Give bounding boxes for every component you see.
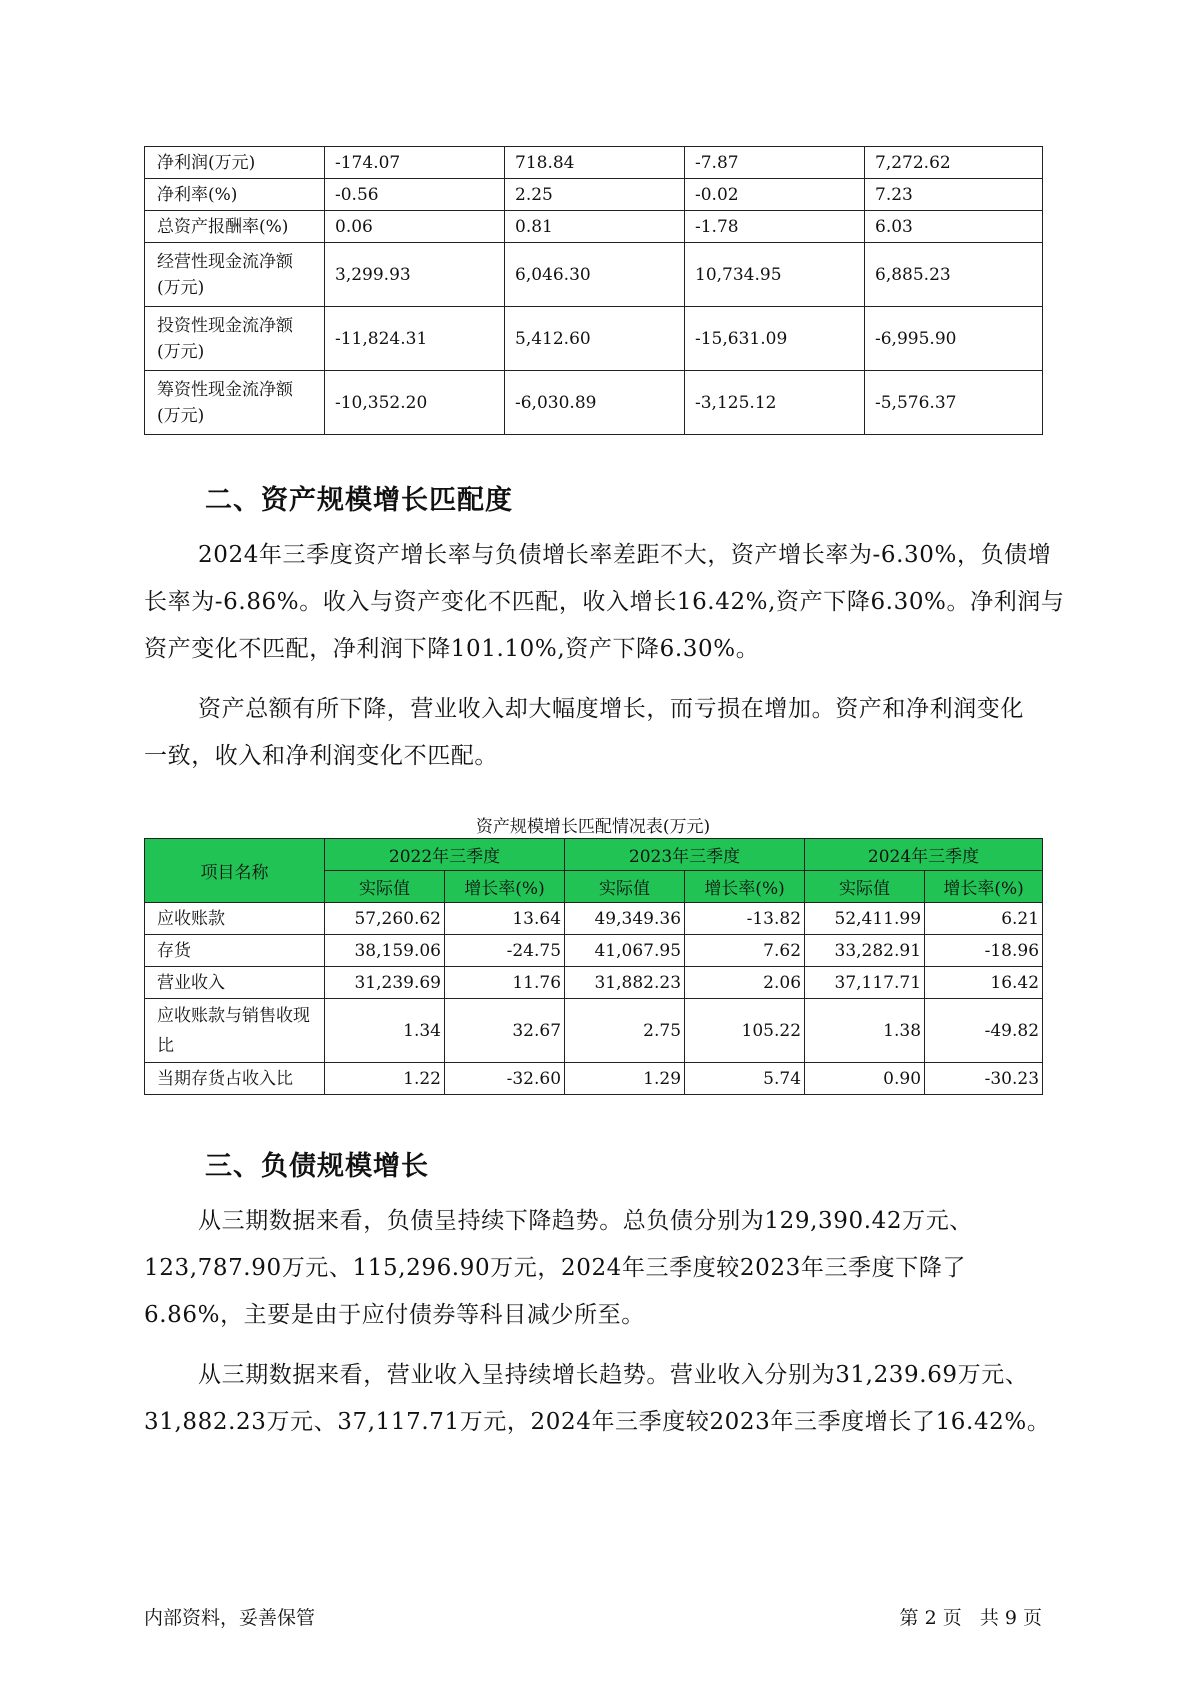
cell-value: 6.03 (865, 211, 1043, 243)
table-row (145, 903, 1043, 935)
cell-value: 1.38 (805, 999, 925, 1063)
cell-value: 718.84 (505, 147, 685, 179)
cell-value: 6.21 (925, 903, 1043, 935)
cell-value: 7,272.62 (865, 147, 1043, 179)
header-growth: 增长率(%) (685, 871, 805, 903)
row-label: 应收账款与销售收现比 (145, 999, 325, 1063)
cell-value: 31,239.69 (325, 967, 445, 999)
row-label: 筹资性现金流净额(万元) (145, 371, 325, 435)
financial-indicators-table (144, 146, 1043, 435)
cell-value: 1.34 (325, 999, 445, 1063)
cell-value: -13.82 (685, 903, 805, 935)
cell-value: -49.82 (925, 999, 1043, 1063)
cell-value: 105.22 (685, 999, 805, 1063)
paragraph: 资产总额有所下降，营业收入却大幅度增长，而亏损在增加。资产和净利润变化一致，收入和净利润变化不匹配。 (144, 696, 1024, 769)
cell-value: 7.62 (685, 935, 805, 967)
cell-value: -174.07 (325, 147, 505, 179)
header-growth: 增长率(%) (925, 871, 1043, 903)
asset-growth-match-table (144, 838, 1043, 1095)
cell-value: 31,882.23 (565, 967, 685, 999)
table-row (145, 179, 1043, 211)
table-row (145, 371, 1043, 435)
cell-value: 37,117.71 (805, 967, 925, 999)
cell-value: 32.67 (445, 999, 565, 1063)
cell-value: 52,411.99 (805, 903, 925, 935)
header-period: 2022年三季度 (325, 839, 565, 871)
cell-value: 2.25 (505, 179, 685, 211)
row-label: 经营性现金流净额(万元) (145, 243, 325, 307)
cell-value: 1.29 (565, 1063, 685, 1095)
row-label: 存货 (145, 935, 325, 967)
table-row (145, 967, 1043, 999)
table-row (145, 999, 1043, 1063)
row-label: 当期存货占收入比 (145, 1063, 325, 1095)
cell-value: 6,046.30 (505, 243, 685, 307)
cell-value: 11.76 (445, 967, 565, 999)
cell-value: 16.42 (925, 967, 1043, 999)
cell-value: 5.74 (685, 1063, 805, 1095)
cell-value: -3,125.12 (685, 371, 865, 435)
paragraph: 从三期数据来看，营业收入呈持续增长趋势。营业收入分别为31,239.69万元、31,882.23万元、37,117.71万元，2024年三季度较2023年三季度增长了16.42%。 (144, 1362, 1051, 1435)
cell-value: -5,576.37 (865, 371, 1043, 435)
row-label: 投资性现金流净额(万元) (145, 307, 325, 371)
header-actual: 实际值 (565, 871, 685, 903)
table-row (145, 307, 1043, 371)
cell-value: 0.90 (805, 1063, 925, 1095)
header-item-name: 项目名称 (145, 839, 325, 903)
footer-confidential-note: 内部资料，妥善保管 (144, 1607, 316, 1629)
cell-value: 38,159.06 (325, 935, 445, 967)
cell-value: -0.56 (325, 179, 505, 211)
cell-value: -24.75 (445, 935, 565, 967)
cell-value: -15,631.09 (685, 307, 865, 371)
cell-value: 0.06 (325, 211, 505, 243)
paragraph: 2024年三季度资产增长率与负债增长率差距不大，资产增长率为-6.30%，负债增长率为-6.86%。收入与资产变化不匹配，收入增长16.42%,资产下降6.30%。净利润与资产变化不匹配，净利润下降101.10%,资产下降6.30%。 (144, 542, 1065, 662)
header-actual: 实际值 (325, 871, 445, 903)
cell-value: 1.22 (325, 1063, 445, 1095)
paragraph: 从三期数据来看，负债呈持续下降趋势。总负债分别为129,390.42万元、123,787.90万元、115,296.90万元，2024年三季度较2023年三季度下降了6.86%，主要是由于应付债券等科目减少所至。 (144, 1208, 973, 1328)
footer-page-number: 第 2 页 共 9 页 (899, 1607, 1042, 1629)
cell-value: -32.60 (445, 1063, 565, 1095)
cell-value: 2.75 (565, 999, 685, 1063)
cell-value: 0.81 (505, 211, 685, 243)
table-row (145, 211, 1043, 243)
cell-value: 10,734.95 (685, 243, 865, 307)
cell-value: 33,282.91 (805, 935, 925, 967)
cell-value: 3,299.93 (325, 243, 505, 307)
cell-value: -6,030.89 (505, 371, 685, 435)
row-label: 应收账款 (145, 903, 325, 935)
row-label: 净利率(%) (145, 179, 325, 211)
cell-value: -1.78 (685, 211, 865, 243)
section-heading: 三、负债规模增长 (205, 1151, 429, 1182)
cell-value: 2.06 (685, 967, 805, 999)
cell-value: 49,349.36 (565, 903, 685, 935)
cell-value: 57,260.62 (325, 903, 445, 935)
cell-value: -10,352.20 (325, 371, 505, 435)
row-label: 净利润(万元) (145, 147, 325, 179)
header-period: 2024年三季度 (805, 839, 1043, 871)
cell-value: 6,885.23 (865, 243, 1043, 307)
cell-value: -30.23 (925, 1063, 1043, 1095)
table-row (145, 147, 1043, 179)
cell-value: 5,412.60 (505, 307, 685, 371)
table-row (145, 243, 1043, 307)
cell-value: -11,824.31 (325, 307, 505, 371)
table-row (145, 1063, 1043, 1095)
row-label: 总资产报酬率(%) (145, 211, 325, 243)
header-growth: 增长率(%) (445, 871, 565, 903)
cell-value: -0.02 (685, 179, 865, 211)
cell-value: 41,067.95 (565, 935, 685, 967)
table-row (145, 935, 1043, 967)
table-caption: 资产规模增长匹配情况表(万元) (475, 817, 711, 837)
cell-value: -18.96 (925, 935, 1043, 967)
header-actual: 实际值 (805, 871, 925, 903)
header-period: 2023年三季度 (565, 839, 805, 871)
cell-value: 7.23 (865, 179, 1043, 211)
row-label: 营业收入 (145, 967, 325, 999)
cell-value: -7.87 (685, 147, 865, 179)
section-heading: 二、资产规模增长匹配度 (205, 485, 513, 516)
cell-value: 13.64 (445, 903, 565, 935)
cell-value: -6,995.90 (865, 307, 1043, 371)
